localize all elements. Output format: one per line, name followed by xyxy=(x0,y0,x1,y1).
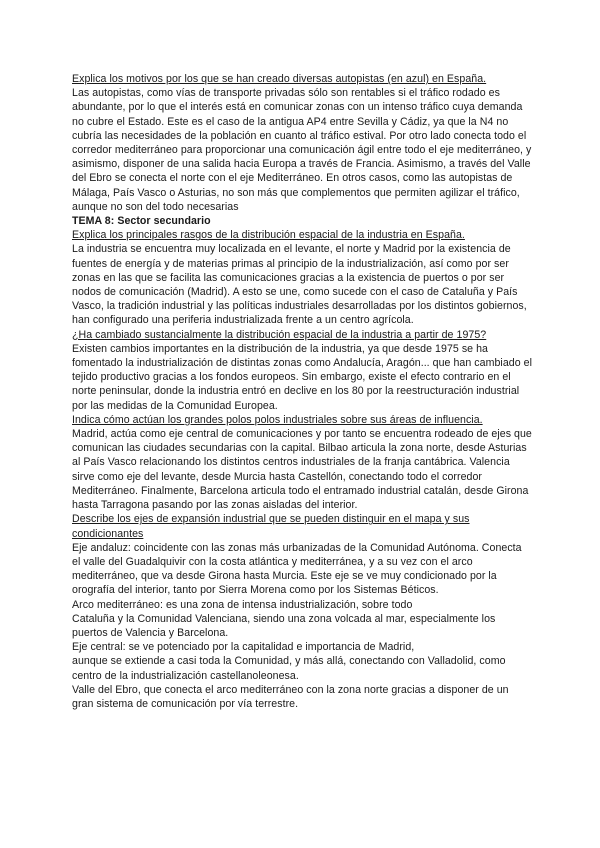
answer-arco-mediterraneo-cont: Cataluña y la Comunidad Valenciana, siendo una zona volcada al mar, especialmente los puertos de Valencia y Barcelona. xyxy=(72,612,496,639)
document-page xyxy=(72,72,532,711)
answer-eje-andaluz: Eje andaluz: coincidente con las zonas más urbanizadas de la Comunidad Autónoma. Conecta el valle del Guadalquivir con la costa atlántica y mediterránea, y a su vez con el arco mediterráneo, que va desde Girona hasta Murcia. Este eje se ve muy condicionado por la orografía del interior, tanto por Sierra Morena como por los Sistemas Béticos. xyxy=(72,541,522,597)
question-distribucion-industria: Explica los principales rasgos de la distribución espacial de la industria en España. xyxy=(72,229,465,242)
answer-valle-ebro: Valle del Ebro, que conecta el arco mediterráneo con la zona norte gracias a disponer de un gran sistema de comunicación por vía terrestre. xyxy=(72,683,509,710)
question-ejes-expansion: Describe los ejes de expansión industrial que se pueden distinguir en el mapa y sus condicionantes xyxy=(72,513,470,540)
question-polos-industriales: Indica cómo actúan los grandes polos polos industriales sobre sus áreas de influencia. xyxy=(72,413,483,426)
answer-cambio-1975: Existen cambios importantes en la distribución de la industria, ya que desde 1975 se ha fomentado la industrialización de distintas zonas como Andalucía, Aragón... que han cambiado el tejido productivo gracias a los fondos europeos. Sin embargo, existe el efecto contrario en el norte peninsular, donde la industria entró en declive en los 80 por la reestructuración industrial por las medidas de la Comunidad Europea. xyxy=(72,342,532,412)
answer-arco-mediterraneo: Arco mediterráneo: es una zona de intensa industrialización, sobre todo xyxy=(72,598,413,611)
answer-eje-central: Eje central: se ve potenciado por la capitalidad e importancia de Madrid, xyxy=(72,641,415,654)
question-autopistas: Explica los motivos por los que se han creado diversas autopistas (en azul) en España. xyxy=(72,73,487,85)
answer-eje-central-cont: aunque se extiende a casi toda la Comunidad, y más allá, conectando con Valladolid, como centro de la industrialización castellanoleonesa. xyxy=(72,655,506,682)
answer-distribucion-industria: La industria se encuentra muy localizada en el levante, el norte y Madrid por la existencia de fuentes de energía y de materias primas al principio de la industrialización, así como por ser zonas en las que se facilita las comunicaciones gracias a la existencia de puertos o por ser nodos de comunicación (Madrid). A esto se une, como sucede con el caso de Cataluña y País Vasco, la tradición industrial y las políticas industriales desarrolladas por los distintos gobiernos, han configurado una periferia industrializada frente a un centro agrícola. xyxy=(72,243,527,327)
question-cambio-1975: ¿Ha cambiado sustancialmente la distribución espacial de la industria a partir de 1975? xyxy=(72,328,487,341)
answer-autopistas: Las autopistas, como vías de transporte privadas sólo son rentables si el tráfico rodado es abundante, por lo que el interés está en comunicar zonas con un intenso tráfico cuya demanda no cubre el Estado. Este es el caso de la antigua AP4 entre Sevilla y Cádiz, ya que la N4 no cubría las necesidades de la población en cuanto al tráfico estival. Por otro lado conecta todo el corredor mediterráneo para proporcionar una comunicación ágil entre todo el eje mediterráneo, y asimismo, disponer de una salida hacia Europa a través de Francia. Asimismo, a través del Valle del Ebro se conecta el norte con el eje Mediterráneo. En otros casos, como las autopistas de Málaga, País Vasco o Asturias, no son más que complementos que permiten agilizar el tráfico, aunque no son del todo necesarias xyxy=(72,87,532,213)
answer-polos-industriales: Madrid, actúa como eje central de comunicaciones y por tanto se encuentra rodeado de ejes que comunican las ciudades secundarias con la capital. Bilbao articula la zona norte, desde Asturias al País Vasco relacionando los distintos centros industriales de la franja cantábrica. Valencia sirve como eje del levante, desde Murcia hasta Castellón, conectando todo el corredor Mediterráneo. Finalmente, Barcelona articula todo el entramado industrial catalán, desde Girona hasta Tarragona pasando por las zonas aisladas del interior. xyxy=(72,428,532,512)
section-heading-tema-8: TEMA 8: Sector secundario xyxy=(72,215,211,228)
